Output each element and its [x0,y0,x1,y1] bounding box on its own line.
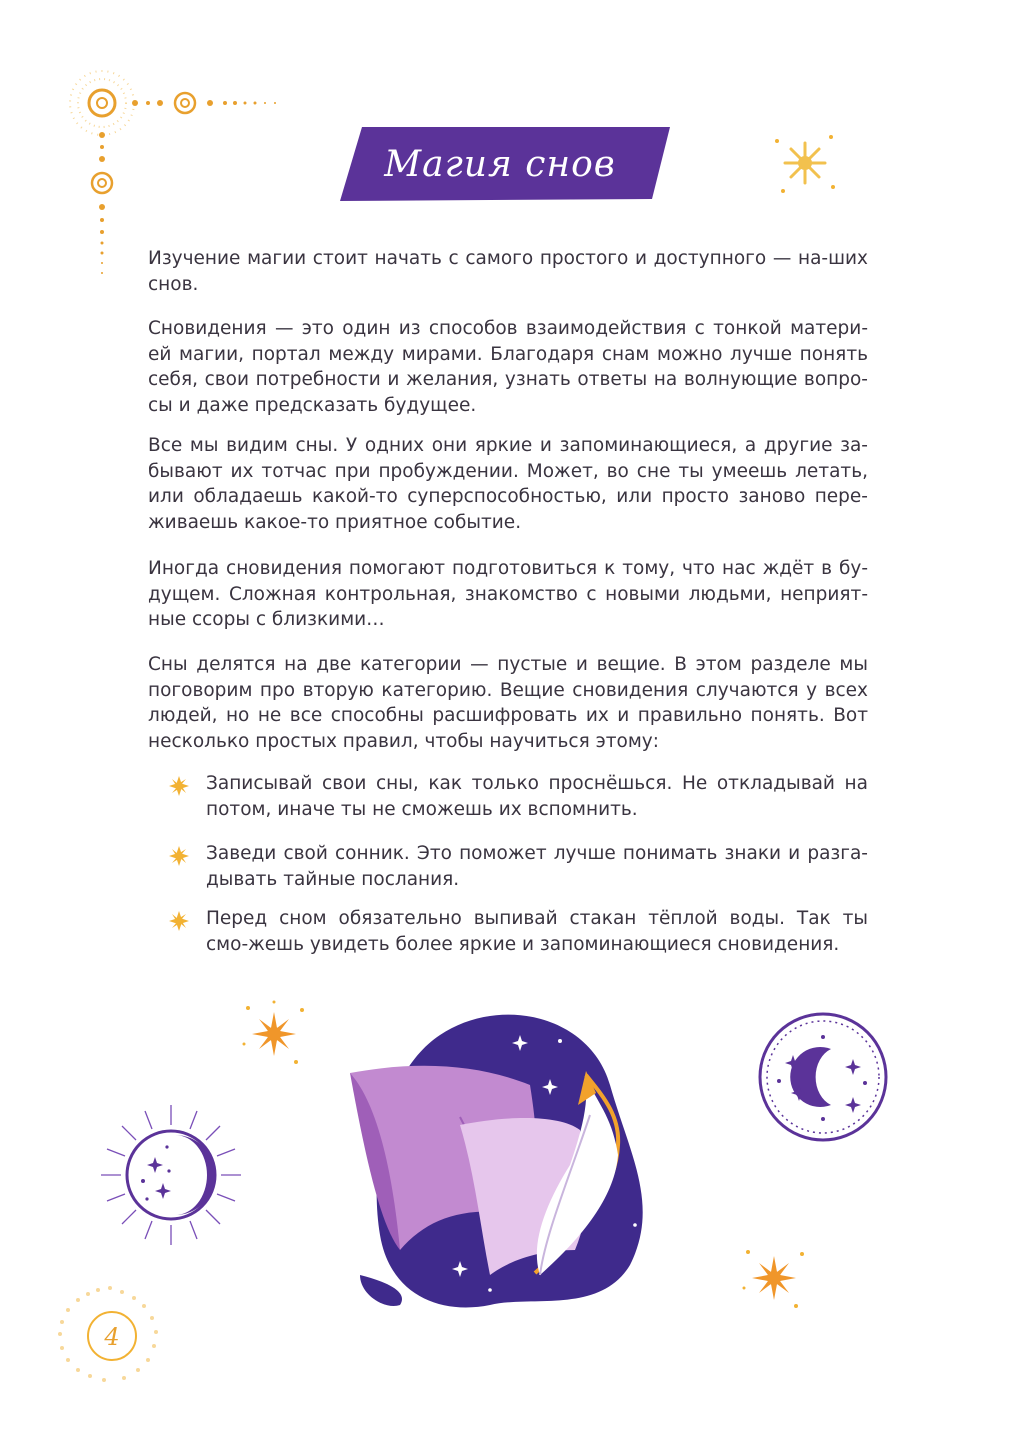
pillows-illustration [340,1005,670,1325]
sun-icon [736,1240,812,1316]
star-bullet-icon [168,775,190,797]
moon-circle-icon [96,1100,246,1250]
page-number: 4 [104,1323,120,1351]
list-item-text: Заведи свой сонник. Это поможет лучше понимать знаки и разга-дывать тайные послания. [206,843,868,890]
paragraph-2: Сновидения — это один из способов взаимодействия с тонкой матери-ей магии, портал между мирами. Благодаря снам можно лучше понять себя, свои потребности и желания, узнать ответы на волнующие вопро-сы и даже предсказать будущее. [148,318,868,416]
title-banner [340,127,670,201]
star-bullet-icon [168,845,190,867]
moon-circle-icon [756,1010,890,1144]
page-title: Магия снов [384,143,616,185]
paragraph-4: Иногда сновидения помогают подготовиться к тому, что нас ждёт в бу-дущем. Сложная контрольная, знакомство с новыми людьми, неприят-ные ссоры с близкими… [148,558,868,631]
list-item-text: Записывай свои сны, как только проснёшься. Не откладывай на потом, иначе ты не сможешь их вспомнить. [206,773,868,820]
paragraph-3: Все мы видим сны. У одних они яркие и запоминающиеся, а другие за-бывают их тотчас при пробуждении. Может, во сне ты умеешь летать, или обладаешь какой-то суперспособностью, или просто заново пере-живаешь какое-то приятное событие. [148,435,868,533]
star-bullet-icon [168,910,190,932]
list-item-text: Перед сном обязательно выпивай стакан тёплой воды. Так ты смо-жешь увидеть более яркие и запоминающиеся сновидения. [206,908,868,955]
sun-icon [236,292,316,372]
paragraph-1: Изучение магии стоит начать с самого простого и доступного — на-ших снов. [148,248,868,295]
sun-icon [236,996,312,1072]
paragraph-5: Сны делятся на две категории — пустые и вещие. В этом разделе мы поговорим про вторую категорию. Вещие сновидения случаются у всех людей, но не все способны расшифровать их и правильно понять. Вот несколько простых правил, чтобы научиться этому: [148,654,868,752]
star-burst-icon [770,128,840,198]
